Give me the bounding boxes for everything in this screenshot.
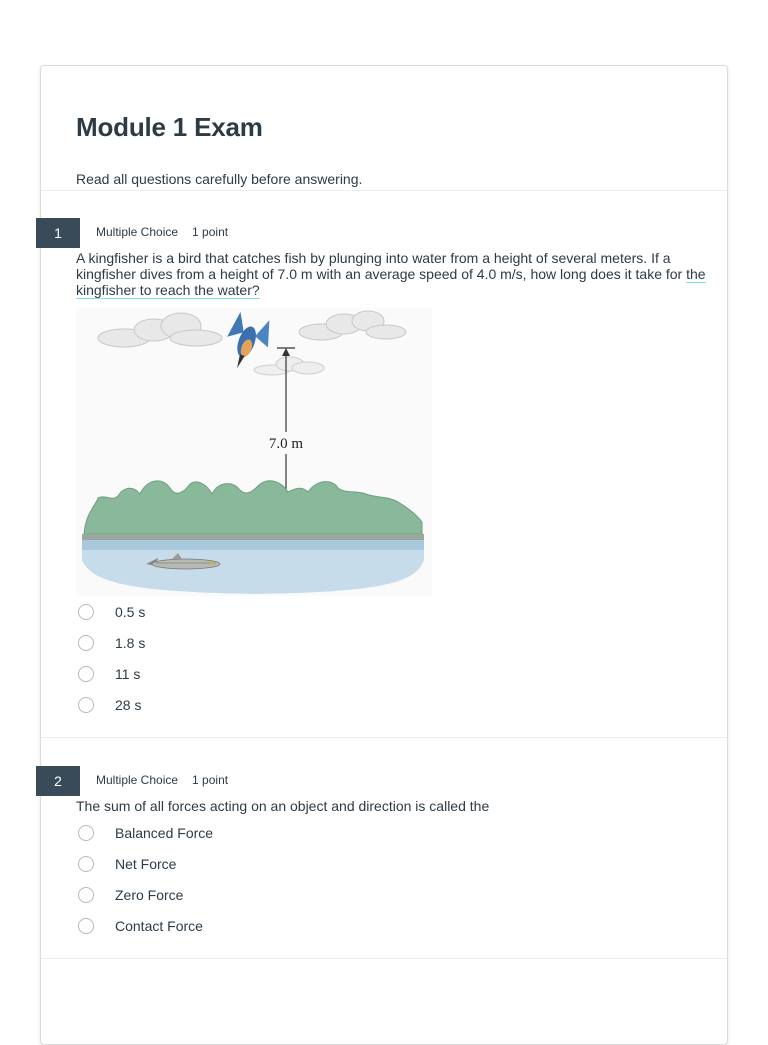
exam-instructions: Read all questions carefully before answering.	[76, 171, 363, 187]
answer-label: 11 s	[115, 665, 141, 682]
question-number-badge: 2	[36, 766, 80, 796]
answer-option[interactable]	[76, 596, 145, 627]
radio-button[interactable]	[78, 666, 94, 682]
exam-card	[40, 65, 728, 1045]
page-title: Module 1 Exam	[76, 112, 263, 142]
radio-button[interactable]	[78, 887, 94, 903]
answer-option[interactable]	[76, 879, 213, 910]
question-text-main: A kingfisher is a bird that catches fish by plunging into water from a height of several meters. If a kingfisher dives from a height of 7.0 m with an average speed of 4.0 m/s, how long does it take for	[76, 250, 687, 282]
answer-option[interactable]	[76, 817, 213, 848]
radio-button[interactable]	[78, 604, 94, 620]
answer-option[interactable]	[76, 689, 145, 720]
question-number-badge: 1	[36, 218, 80, 248]
answer-label: Zero Force	[115, 886, 184, 903]
answer-label: 28 s	[115, 696, 142, 713]
kingfisher-diagram	[76, 308, 432, 596]
answer-label: Net Force	[115, 855, 177, 872]
answer-option[interactable]	[76, 627, 145, 658]
divider	[41, 190, 727, 191]
question-points: 1 point	[192, 225, 229, 239]
answer-list	[76, 817, 213, 941]
question-type: Multiple Choice	[96, 773, 179, 787]
answer-label: Contact Force	[115, 917, 203, 934]
divider	[41, 737, 727, 738]
radio-button[interactable]	[78, 856, 94, 872]
question-text	[76, 250, 711, 298]
answer-option[interactable]	[76, 848, 213, 879]
answer-label: 0.5 s	[115, 603, 146, 620]
question-text-highlight: the kingfisher to reach the water?	[76, 266, 706, 298]
height-label: 7.0 m	[268, 436, 304, 452]
radio-button[interactable]	[78, 918, 94, 934]
answer-list	[76, 596, 145, 720]
radio-button[interactable]	[78, 825, 94, 841]
answer-option[interactable]	[76, 658, 145, 689]
radio-button[interactable]	[78, 697, 94, 713]
radio-button[interactable]	[78, 635, 94, 651]
question-meta	[96, 773, 228, 787]
answer-option[interactable]	[76, 910, 213, 941]
question-text: The sum of all forces acting on an object and direction is called the	[76, 798, 490, 814]
answer-label: 1.8 s	[115, 634, 146, 651]
question-points: 1 point	[192, 773, 229, 787]
question-type: Multiple Choice	[96, 225, 179, 239]
question-meta	[96, 225, 228, 239]
answer-label: Balanced Force	[115, 824, 214, 841]
divider	[41, 958, 727, 959]
